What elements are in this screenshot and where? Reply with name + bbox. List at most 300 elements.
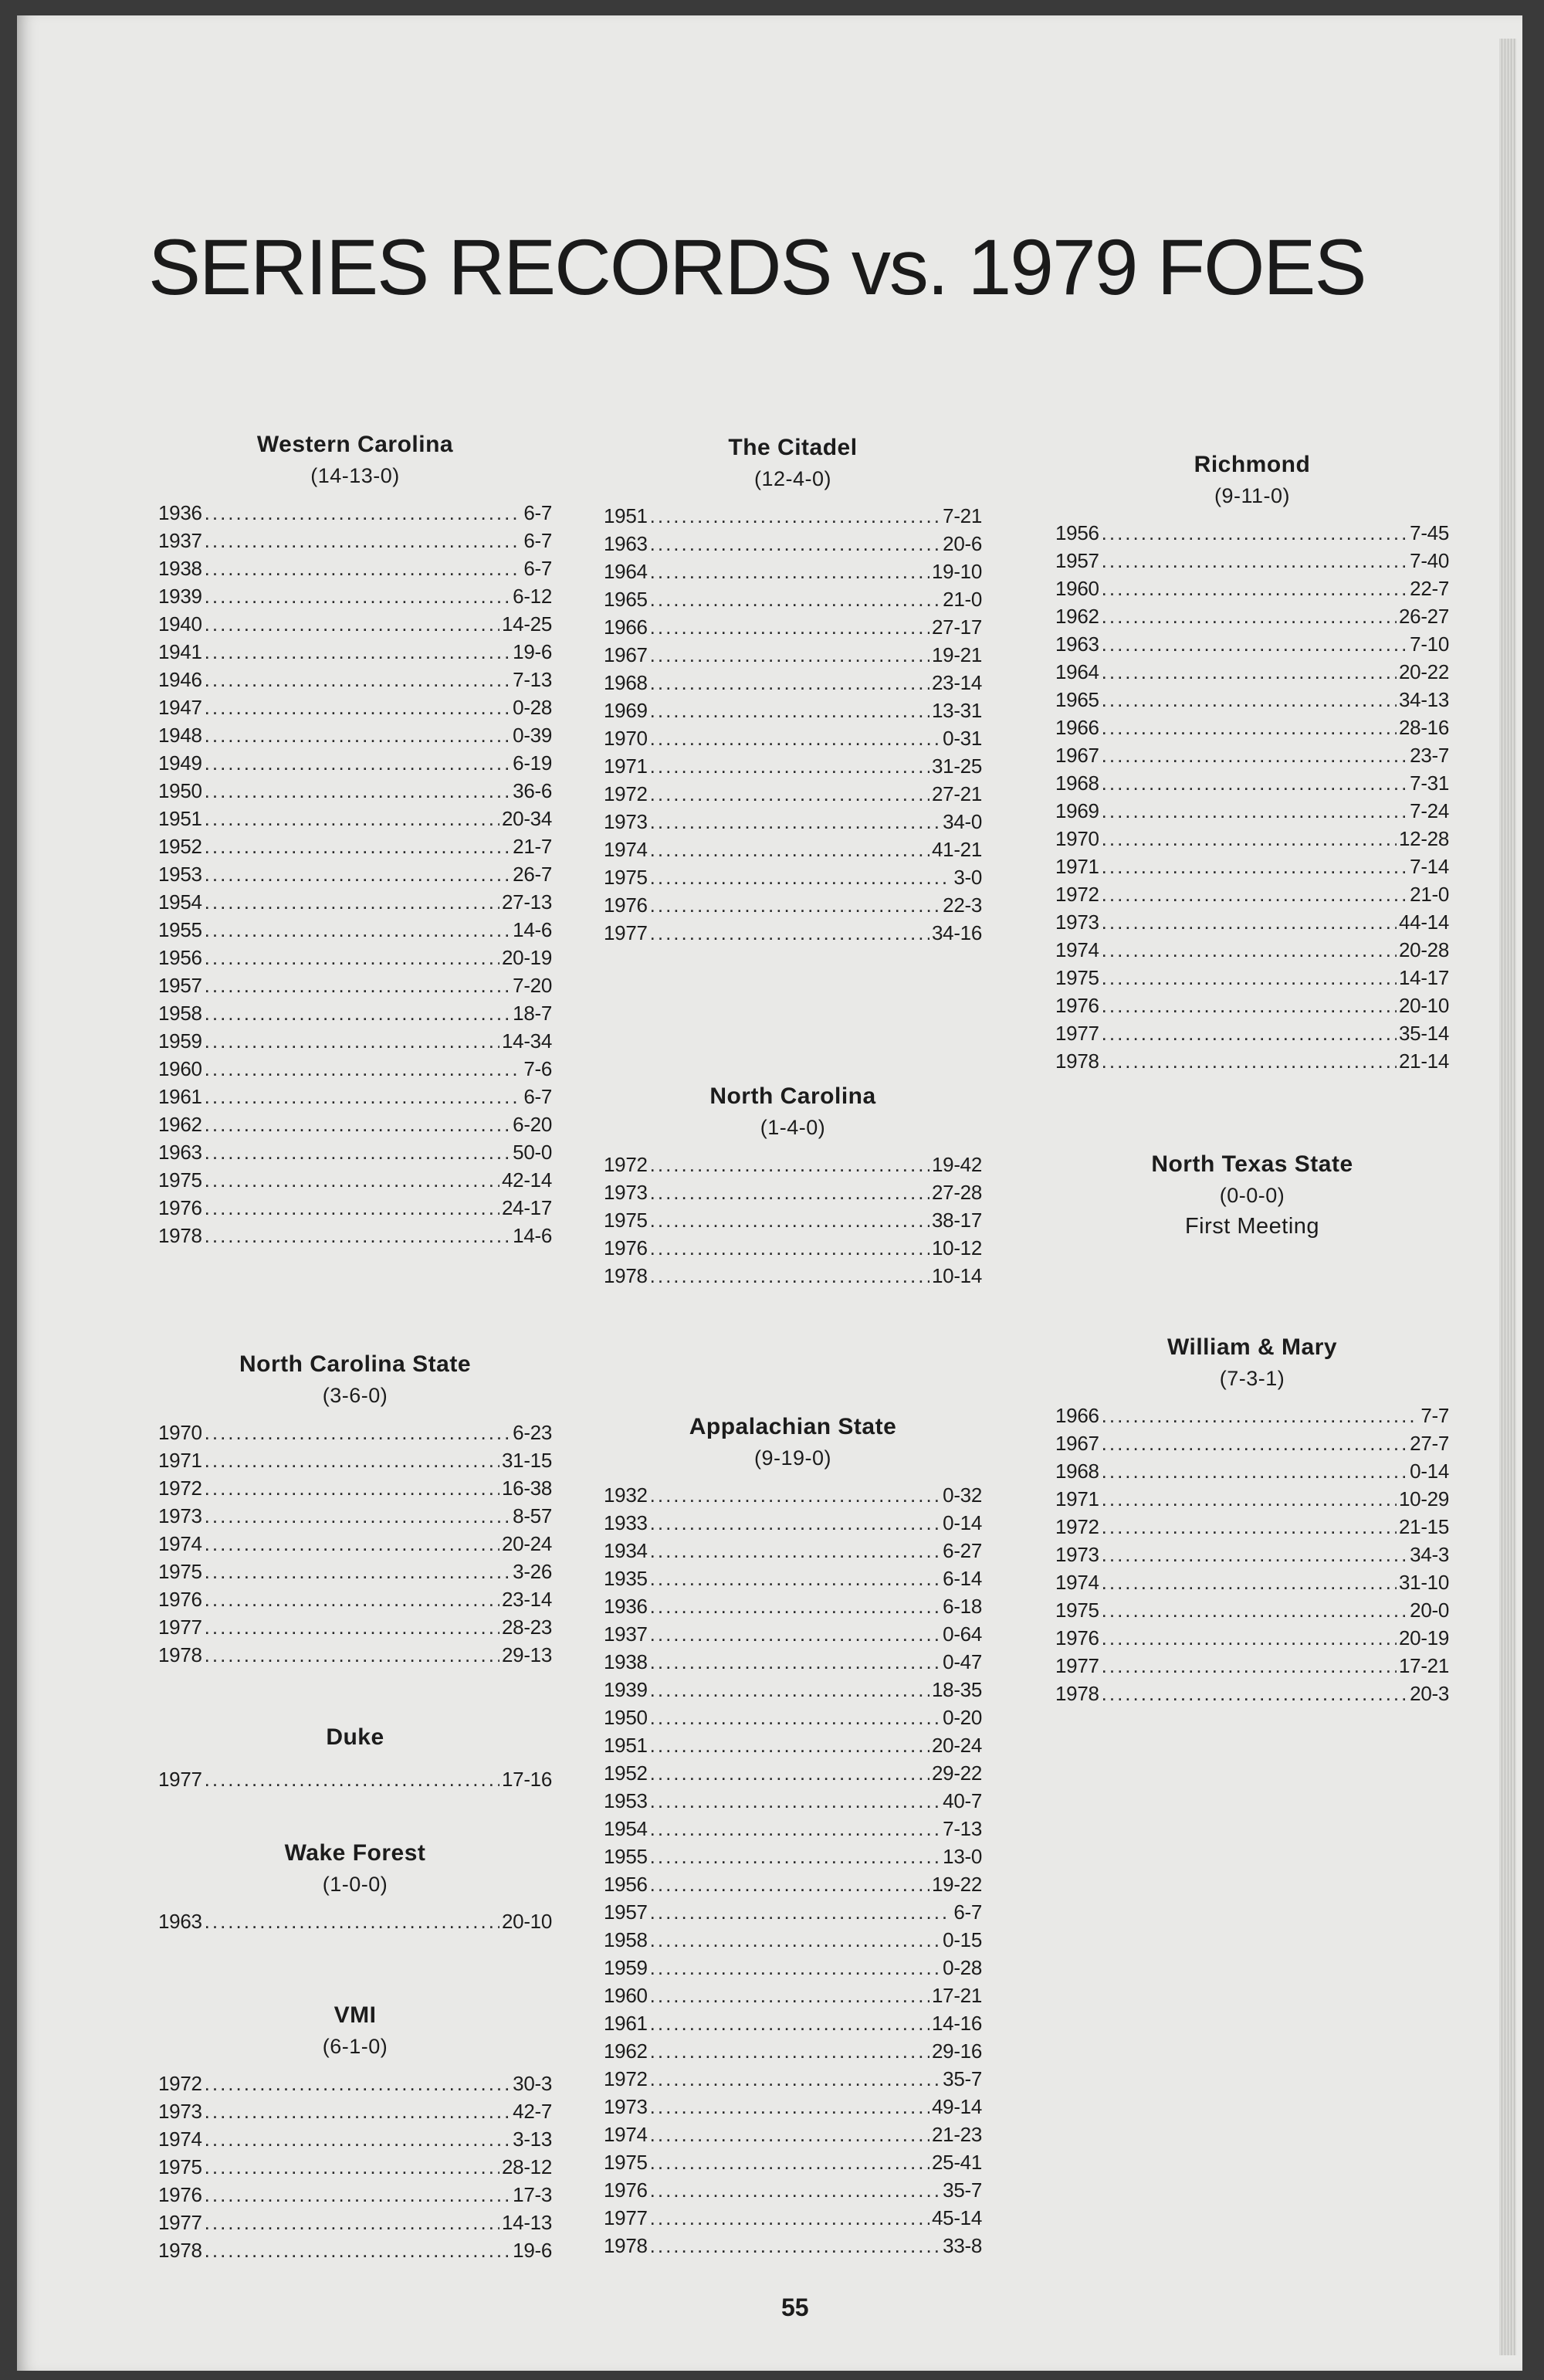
game-score: 17-21 bbox=[1399, 1654, 1449, 1677]
dot-leader bbox=[650, 1843, 941, 1870]
game-row bbox=[158, 666, 552, 693]
game-year: 1936 bbox=[158, 501, 202, 524]
dot-leader bbox=[1102, 936, 1397, 964]
game-row bbox=[604, 1234, 982, 1262]
game-score: 21-14 bbox=[1399, 1049, 1449, 1073]
game-row bbox=[158, 610, 552, 638]
game-score: 7-45 bbox=[1410, 521, 1449, 544]
game-score: 22-3 bbox=[943, 893, 982, 917]
game-score: 14-13 bbox=[502, 2211, 552, 2234]
dot-leader bbox=[205, 971, 511, 999]
dot-leader bbox=[205, 610, 499, 638]
dot-leader bbox=[650, 1620, 941, 1648]
game-row bbox=[158, 2125, 552, 2153]
game-score: 0-28 bbox=[513, 696, 552, 719]
game-score: 20-24 bbox=[932, 1734, 982, 1757]
game-year: 1975 bbox=[604, 1209, 648, 1232]
team-name: VMI bbox=[334, 2002, 377, 2028]
game-row bbox=[158, 944, 552, 971]
game-score: 42-7 bbox=[513, 2100, 552, 2123]
game-row bbox=[158, 1613, 552, 1641]
game-row bbox=[1055, 714, 1449, 741]
game-year: 1964 bbox=[604, 560, 648, 583]
game-year: 1973 bbox=[604, 2095, 648, 2118]
game-score: 42-14 bbox=[502, 1168, 552, 1192]
dot-leader bbox=[650, 530, 941, 558]
game-score: 0-15 bbox=[943, 1928, 982, 1951]
game-score: 19-22 bbox=[932, 1873, 982, 1896]
dot-leader bbox=[1102, 741, 1408, 769]
game-row bbox=[604, 836, 982, 863]
game-year: 1973 bbox=[158, 2100, 202, 2123]
dot-leader bbox=[650, 752, 929, 780]
team-name: Western Carolina bbox=[256, 432, 454, 457]
game-score: 20-28 bbox=[1399, 938, 1449, 961]
dot-leader bbox=[650, 1731, 929, 1759]
game-year: 1975 bbox=[604, 866, 648, 889]
game-year: 1976 bbox=[1055, 994, 1099, 1017]
dot-leader bbox=[205, 2125, 511, 2153]
games-list bbox=[604, 1481, 982, 2260]
team-block-north-texas-state bbox=[1055, 1149, 1449, 1242]
game-row bbox=[1055, 769, 1449, 797]
game-score: 50-0 bbox=[513, 1141, 552, 1164]
dot-leader bbox=[1102, 1047, 1397, 1075]
game-year: 1973 bbox=[158, 1504, 202, 1527]
game-row bbox=[158, 1194, 552, 1222]
game-row bbox=[1055, 964, 1449, 992]
game-score: 20-10 bbox=[502, 1910, 552, 1933]
game-year: 1952 bbox=[604, 1761, 648, 1785]
game-score: 30-3 bbox=[513, 2072, 552, 2095]
game-year: 1956 bbox=[158, 946, 202, 969]
game-row bbox=[604, 1787, 982, 1815]
game-year: 1958 bbox=[158, 1002, 202, 1025]
game-row bbox=[604, 1151, 982, 1178]
dot-leader bbox=[205, 554, 522, 582]
dot-leader bbox=[1102, 1652, 1397, 1680]
dot-leader bbox=[1102, 630, 1408, 658]
dot-leader bbox=[1102, 575, 1408, 602]
game-year: 1976 bbox=[1055, 1626, 1099, 1649]
game-score: 21-15 bbox=[1399, 1515, 1449, 1538]
game-year: 1961 bbox=[158, 1085, 202, 1108]
dot-leader bbox=[650, 919, 929, 947]
dot-leader bbox=[1102, 1541, 1408, 1568]
games-list bbox=[158, 1419, 552, 1669]
dot-leader bbox=[1102, 602, 1397, 630]
dot-leader bbox=[1102, 853, 1408, 880]
game-row bbox=[604, 1509, 982, 1537]
game-score: 6-19 bbox=[513, 751, 552, 775]
game-year: 1972 bbox=[604, 1153, 648, 1176]
game-year: 1972 bbox=[1055, 883, 1099, 906]
game-row bbox=[1055, 547, 1449, 575]
game-score: 7-20 bbox=[513, 974, 552, 997]
game-row bbox=[604, 585, 982, 613]
game-row bbox=[1055, 1429, 1449, 1457]
dot-leader bbox=[1102, 1596, 1408, 1624]
game-score: 18-35 bbox=[932, 1678, 982, 1701]
dot-leader bbox=[650, 2148, 929, 2176]
game-score: 6-7 bbox=[953, 1900, 982, 1924]
dot-leader bbox=[1102, 992, 1397, 1019]
dot-leader bbox=[650, 1481, 941, 1509]
game-score: 0-14 bbox=[1410, 1460, 1449, 1483]
game-year: 1969 bbox=[1055, 799, 1099, 822]
page-title: SERIES RECORDS vs. 1979 FOES bbox=[148, 223, 1366, 311]
dot-leader bbox=[205, 1166, 499, 1194]
game-year: 1975 bbox=[604, 2151, 648, 2174]
game-year: 1971 bbox=[1055, 855, 1099, 878]
game-year: 1957 bbox=[158, 974, 202, 997]
dot-leader bbox=[205, 1027, 499, 1055]
game-year: 1974 bbox=[158, 2127, 202, 2151]
game-score: 10-12 bbox=[932, 1236, 982, 1260]
game-row bbox=[158, 1907, 552, 1935]
dot-leader bbox=[205, 499, 522, 527]
dot-leader bbox=[650, 585, 941, 613]
game-year: 1968 bbox=[1055, 771, 1099, 795]
dot-leader bbox=[1102, 1429, 1408, 1457]
dot-leader bbox=[1102, 519, 1408, 547]
game-score: 20-22 bbox=[1399, 660, 1449, 683]
game-row bbox=[158, 2181, 552, 2209]
game-score: 18-7 bbox=[513, 1002, 552, 1025]
dot-leader bbox=[650, 2121, 929, 2148]
game-score: 7-13 bbox=[943, 1817, 982, 1840]
game-score: 33-8 bbox=[943, 2234, 982, 2257]
game-row bbox=[1055, 1019, 1449, 1047]
game-row bbox=[158, 1083, 552, 1110]
game-score: 6-23 bbox=[513, 1421, 552, 1444]
game-row bbox=[1055, 825, 1449, 853]
game-score: 31-25 bbox=[932, 754, 982, 778]
game-row bbox=[604, 752, 982, 780]
game-year: 1977 bbox=[158, 2211, 202, 2234]
game-year: 1972 bbox=[158, 1476, 202, 1500]
game-score: 49-14 bbox=[932, 2095, 982, 2118]
game-year: 1978 bbox=[158, 1643, 202, 1666]
game-year: 1972 bbox=[158, 2072, 202, 2095]
game-score: 7-7 bbox=[1420, 1404, 1449, 1427]
game-year: 1938 bbox=[158, 557, 202, 580]
game-row bbox=[604, 1982, 982, 2009]
game-row bbox=[158, 2097, 552, 2125]
game-row bbox=[1055, 1568, 1449, 1596]
team-name: Appalachian State bbox=[689, 1414, 897, 1439]
team-block-citadel bbox=[604, 432, 982, 947]
game-year: 1961 bbox=[604, 2012, 648, 2035]
dot-leader bbox=[650, 1648, 941, 1676]
game-score: 19-10 bbox=[932, 560, 982, 583]
game-year: 1967 bbox=[1055, 1432, 1099, 1455]
dot-leader bbox=[650, 2093, 929, 2121]
dot-leader bbox=[205, 999, 511, 1027]
game-row bbox=[604, 863, 982, 891]
game-year: 1966 bbox=[1055, 1404, 1099, 1427]
team-name: Richmond bbox=[1194, 452, 1311, 477]
dot-leader bbox=[205, 749, 511, 777]
game-year: 1971 bbox=[1055, 1487, 1099, 1510]
game-score: 20-34 bbox=[502, 807, 552, 830]
game-score: 16-38 bbox=[502, 1476, 552, 1500]
game-row bbox=[604, 1870, 982, 1898]
game-year: 1972 bbox=[1055, 1515, 1099, 1538]
game-row bbox=[158, 1055, 552, 1083]
game-year: 1937 bbox=[158, 529, 202, 552]
dot-leader bbox=[205, 721, 511, 749]
game-score: 14-34 bbox=[502, 1029, 552, 1053]
game-score: 14-17 bbox=[1399, 966, 1449, 989]
game-row bbox=[604, 1620, 982, 1648]
game-row bbox=[158, 638, 552, 666]
game-row bbox=[158, 1138, 552, 1166]
team-block-wake-forest bbox=[158, 1838, 552, 1935]
game-row bbox=[604, 558, 982, 585]
game-row bbox=[1055, 1047, 1449, 1075]
dot-leader bbox=[650, 891, 941, 919]
game-row bbox=[1055, 575, 1449, 602]
game-score: 7-6 bbox=[523, 1057, 552, 1080]
team-block-duke bbox=[158, 1722, 552, 1793]
game-year: 1976 bbox=[158, 2183, 202, 2206]
dot-leader bbox=[205, 693, 511, 721]
game-score: 6-14 bbox=[943, 1567, 982, 1590]
dot-leader bbox=[1102, 1624, 1397, 1652]
dot-leader bbox=[205, 2070, 511, 2097]
game-score: 0-64 bbox=[943, 1622, 982, 1646]
game-year: 1974 bbox=[604, 838, 648, 861]
dot-leader bbox=[1102, 797, 1408, 825]
dot-leader bbox=[650, 2065, 941, 2093]
game-score: 7-31 bbox=[1410, 771, 1449, 795]
game-score: 3-0 bbox=[953, 866, 982, 889]
game-score: 21-23 bbox=[932, 2123, 982, 2146]
dot-leader bbox=[1102, 825, 1397, 853]
game-year: 1953 bbox=[604, 1789, 648, 1812]
game-score: 0-20 bbox=[943, 1706, 982, 1729]
game-score: 34-13 bbox=[1399, 688, 1449, 711]
dot-leader bbox=[650, 863, 952, 891]
game-score: 34-3 bbox=[1410, 1543, 1449, 1566]
dot-leader bbox=[650, 1151, 929, 1178]
game-year: 1977 bbox=[158, 1768, 202, 1791]
team-record: (7-3-1) bbox=[1219, 1367, 1285, 1390]
dot-leader bbox=[650, 613, 929, 641]
game-year: 1974 bbox=[1055, 1571, 1099, 1594]
game-row bbox=[158, 693, 552, 721]
game-row bbox=[604, 1954, 982, 1982]
game-year: 1972 bbox=[604, 2067, 648, 2090]
game-year: 1971 bbox=[158, 1449, 202, 1472]
dot-leader bbox=[205, 1138, 511, 1166]
games-list bbox=[158, 1907, 552, 1935]
game-row bbox=[604, 1648, 982, 1676]
dot-leader bbox=[650, 808, 941, 836]
game-year: 1938 bbox=[604, 1650, 648, 1673]
dot-leader bbox=[1102, 547, 1408, 575]
team-record: (6-1-0) bbox=[322, 2035, 388, 2058]
game-score: 20-19 bbox=[502, 946, 552, 969]
dot-leader bbox=[1102, 658, 1397, 686]
game-year: 1962 bbox=[158, 1113, 202, 1136]
game-score: 27-13 bbox=[502, 890, 552, 914]
game-row bbox=[604, 780, 982, 808]
games-list bbox=[604, 502, 982, 947]
game-year: 1977 bbox=[158, 1615, 202, 1639]
game-year: 1960 bbox=[604, 1984, 648, 2007]
game-row bbox=[604, 1178, 982, 1206]
dot-leader bbox=[205, 666, 511, 693]
game-row bbox=[604, 1731, 982, 1759]
dot-leader bbox=[205, 1907, 499, 1935]
dot-leader bbox=[205, 1055, 522, 1083]
game-year: 1962 bbox=[1055, 605, 1099, 628]
dot-leader bbox=[205, 2097, 511, 2125]
game-score: 20-10 bbox=[1399, 994, 1449, 1017]
game-row bbox=[158, 888, 552, 916]
game-score: 7-40 bbox=[1410, 549, 1449, 572]
game-row bbox=[158, 749, 552, 777]
dot-leader bbox=[205, 805, 499, 832]
game-year: 1937 bbox=[604, 1622, 648, 1646]
game-year: 1976 bbox=[604, 893, 648, 917]
game-score: 20-24 bbox=[502, 1532, 552, 1555]
game-row bbox=[158, 1027, 552, 1055]
dot-leader bbox=[1102, 686, 1397, 714]
game-year: 1974 bbox=[1055, 938, 1099, 961]
game-year: 1977 bbox=[604, 2206, 648, 2229]
game-row bbox=[1055, 1402, 1449, 1429]
game-year: 1957 bbox=[1055, 549, 1099, 572]
game-row bbox=[158, 1222, 552, 1249]
game-year: 1960 bbox=[158, 1057, 202, 1080]
game-row bbox=[1055, 519, 1449, 547]
game-year: 1947 bbox=[158, 696, 202, 719]
game-score: 28-12 bbox=[502, 2155, 552, 2178]
game-year: 1975 bbox=[158, 1168, 202, 1192]
game-row bbox=[604, 1926, 982, 1954]
games-list bbox=[158, 1765, 552, 1793]
team-record: (14-13-0) bbox=[310, 464, 400, 487]
game-row bbox=[158, 777, 552, 805]
game-year: 1932 bbox=[604, 1483, 648, 1507]
game-score: 23-7 bbox=[1410, 744, 1449, 767]
dot-leader bbox=[205, 944, 499, 971]
game-row bbox=[604, 669, 982, 697]
game-year: 1950 bbox=[604, 1706, 648, 1729]
game-row bbox=[604, 1206, 982, 1234]
game-year: 1977 bbox=[1055, 1654, 1099, 1677]
dot-leader bbox=[205, 1530, 499, 1558]
dot-leader bbox=[650, 1787, 941, 1815]
game-score: 14-25 bbox=[502, 612, 552, 636]
dot-leader bbox=[650, 669, 929, 697]
game-score: 28-23 bbox=[502, 1615, 552, 1639]
game-row bbox=[604, 919, 982, 947]
game-score: 20-6 bbox=[943, 532, 982, 555]
game-score: 6-7 bbox=[523, 501, 552, 524]
dot-leader bbox=[205, 1419, 511, 1446]
games-list bbox=[1055, 1402, 1449, 1707]
dot-leader bbox=[650, 1537, 941, 1565]
game-row bbox=[1055, 1680, 1449, 1707]
game-row bbox=[158, 832, 552, 860]
dot-leader bbox=[650, 836, 929, 863]
game-score: 35-7 bbox=[943, 2178, 982, 2202]
game-row bbox=[158, 1558, 552, 1585]
game-year: 1951 bbox=[604, 1734, 648, 1757]
game-row bbox=[158, 1166, 552, 1194]
dot-leader bbox=[650, 1592, 941, 1620]
team-name: North Carolina State bbox=[239, 1351, 472, 1377]
game-score: 19-21 bbox=[932, 643, 982, 666]
dot-leader bbox=[205, 1641, 499, 1669]
game-year: 1963 bbox=[158, 1910, 202, 1933]
dot-leader bbox=[650, 2204, 929, 2232]
game-score: 25-41 bbox=[932, 2151, 982, 2174]
game-score: 40-7 bbox=[943, 1789, 982, 1812]
game-year: 1973 bbox=[604, 1181, 648, 1204]
dot-leader bbox=[205, 860, 511, 888]
game-score: 0-14 bbox=[943, 1511, 982, 1534]
dot-leader bbox=[650, 1982, 929, 2009]
dot-leader bbox=[1102, 908, 1397, 936]
page-edge bbox=[1499, 39, 1516, 2355]
game-row bbox=[1055, 630, 1449, 658]
team-record: (1-4-0) bbox=[760, 1116, 826, 1139]
game-year: 1975 bbox=[1055, 1599, 1099, 1622]
game-year: 1962 bbox=[604, 2039, 648, 2063]
game-row bbox=[604, 502, 982, 530]
game-score: 20-0 bbox=[1410, 1599, 1449, 1622]
game-year: 1951 bbox=[604, 504, 648, 527]
game-year: 1951 bbox=[158, 807, 202, 830]
game-row bbox=[604, 1262, 982, 1290]
game-year: 1949 bbox=[158, 751, 202, 775]
dot-leader bbox=[205, 527, 522, 554]
dot-leader bbox=[650, 1262, 929, 1290]
game-year: 1975 bbox=[158, 2155, 202, 2178]
game-score: 8-57 bbox=[513, 1504, 552, 1527]
game-score: 22-7 bbox=[1410, 577, 1449, 600]
game-score: 27-28 bbox=[932, 1181, 982, 1204]
game-score: 29-22 bbox=[932, 1761, 982, 1785]
game-score: 3-26 bbox=[513, 1560, 552, 1583]
game-year: 1974 bbox=[158, 1532, 202, 1555]
game-year: 1935 bbox=[604, 1567, 648, 1590]
game-score: 26-27 bbox=[1399, 605, 1449, 628]
dot-leader bbox=[205, 832, 511, 860]
games-list bbox=[1055, 519, 1449, 1075]
game-year: 1975 bbox=[158, 1560, 202, 1583]
game-row bbox=[1055, 1624, 1449, 1652]
game-year: 1956 bbox=[604, 1873, 648, 1896]
game-score: 14-6 bbox=[513, 918, 552, 941]
dot-leader bbox=[1102, 1485, 1397, 1513]
game-score: 24-17 bbox=[502, 1196, 552, 1219]
game-score: 17-16 bbox=[502, 1768, 552, 1791]
dot-leader bbox=[205, 2153, 499, 2181]
dot-leader bbox=[1102, 1680, 1408, 1707]
team-block-william-mary bbox=[1055, 1332, 1449, 1707]
game-row bbox=[158, 721, 552, 749]
game-year: 1970 bbox=[604, 727, 648, 750]
game-year: 1940 bbox=[158, 612, 202, 636]
game-score: 45-14 bbox=[932, 2206, 982, 2229]
game-year: 1967 bbox=[1055, 744, 1099, 767]
